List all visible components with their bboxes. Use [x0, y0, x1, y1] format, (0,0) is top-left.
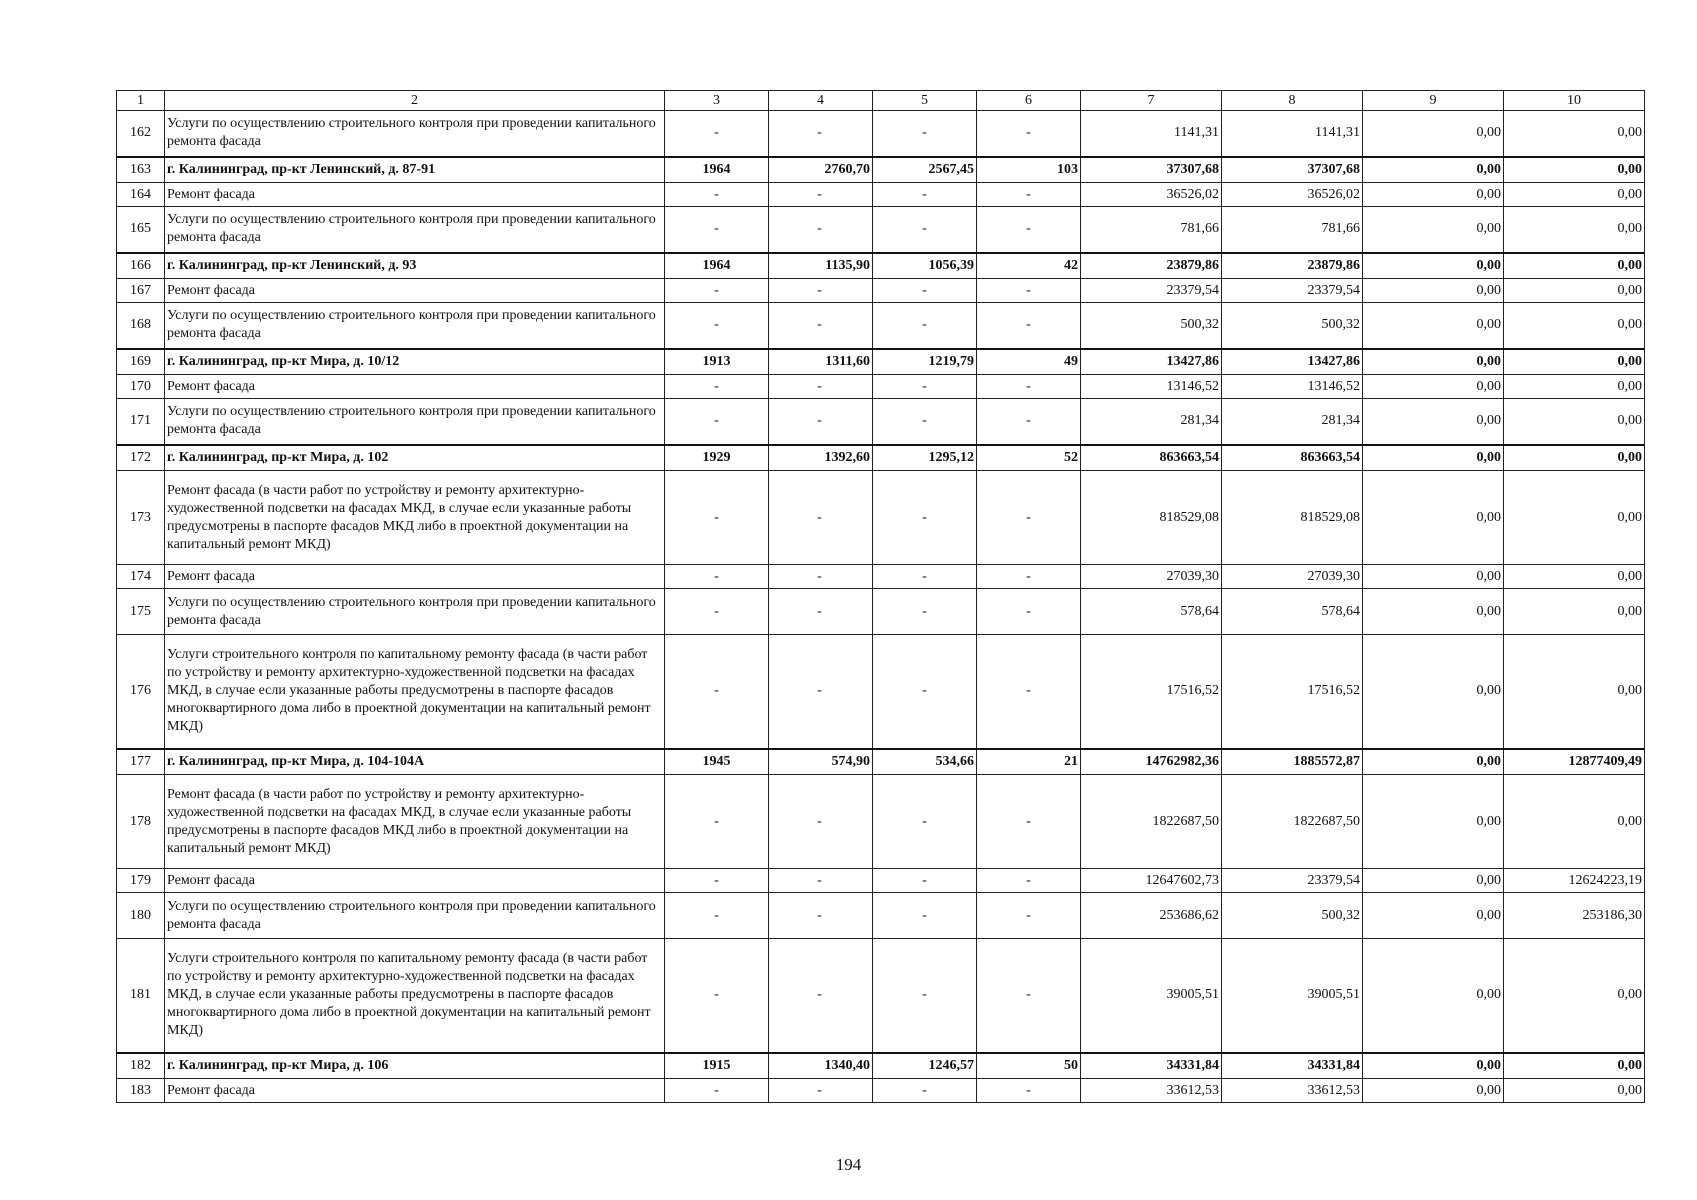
row-number: 183	[117, 1079, 165, 1103]
cell-cost-owners: 0,00	[1504, 399, 1645, 445]
cell-cost-fund: 36526,02	[1222, 183, 1363, 207]
cell-cost-budget: 0,00	[1363, 349, 1504, 375]
cell-total-cost: 39005,51	[1081, 939, 1222, 1053]
row-number: 172	[117, 445, 165, 471]
cell-cost-owners: 253186,30	[1504, 893, 1645, 939]
cell-year: -	[665, 303, 769, 349]
cell-year: -	[665, 869, 769, 893]
cell-year: 1929	[665, 445, 769, 471]
cell-cost-budget: 0,00	[1363, 869, 1504, 893]
cell-area-living: 534,66	[873, 749, 977, 775]
cell-cost-budget: 0,00	[1363, 775, 1504, 869]
cell-residents: -	[977, 589, 1081, 635]
cell-cost-fund: 1885572,87	[1222, 749, 1363, 775]
row-description: Услуги по осуществлению строительного контроля при проведении капитального ремонта фасада	[165, 399, 665, 445]
table-row	[117, 399, 1645, 445]
cell-cost-budget: 0,00	[1363, 1053, 1504, 1079]
cell-area-living: 1219,79	[873, 349, 977, 375]
cell-cost-fund: 1822687,50	[1222, 775, 1363, 869]
address-row	[117, 253, 1645, 279]
cell-total-cost: 34331,84	[1081, 1053, 1222, 1079]
cell-area-total: -	[769, 775, 873, 869]
cell-area-living: -	[873, 375, 977, 399]
row-description: Услуги по осуществлению строительного контроля при проведении капитального ремонта фасада	[165, 303, 665, 349]
cell-area-living: -	[873, 565, 977, 589]
cell-area-total: -	[769, 279, 873, 303]
column-header: 7	[1081, 91, 1222, 111]
row-description: г. Калининград, пр-кт Ленинский, д. 87-91	[165, 157, 665, 183]
cell-residents: -	[977, 111, 1081, 157]
cell-residents: -	[977, 869, 1081, 893]
address-row	[117, 157, 1645, 183]
cell-area-total: 574,90	[769, 749, 873, 775]
row-description: Ремонт фасада	[165, 375, 665, 399]
row-number: 177	[117, 749, 165, 775]
row-description: Услуги по осуществлению строительного контроля при проведении капитального ремонта фасада	[165, 207, 665, 253]
cell-cost-budget: 0,00	[1363, 1079, 1504, 1103]
column-header: 4	[769, 91, 873, 111]
cell-area-living: -	[873, 1079, 977, 1103]
cell-year: -	[665, 775, 769, 869]
cell-year: -	[665, 635, 769, 749]
cell-year: 1945	[665, 749, 769, 775]
row-number: 176	[117, 635, 165, 749]
cell-total-cost: 818529,08	[1081, 471, 1222, 565]
row-number: 180	[117, 893, 165, 939]
cell-year: -	[665, 111, 769, 157]
cell-cost-budget: 0,00	[1363, 399, 1504, 445]
cell-area-total: -	[769, 111, 873, 157]
table-row	[117, 1079, 1645, 1103]
cell-cost-owners: 0,00	[1504, 939, 1645, 1053]
cell-cost-fund: 27039,30	[1222, 565, 1363, 589]
cell-cost-owners: 12624223,19	[1504, 869, 1645, 893]
cell-cost-fund: 23379,54	[1222, 869, 1363, 893]
column-header: 3	[665, 91, 769, 111]
cell-year: 1964	[665, 157, 769, 183]
cell-cost-owners: 0,00	[1504, 157, 1645, 183]
cell-cost-owners: 0,00	[1504, 1053, 1645, 1079]
column-header: 6	[977, 91, 1081, 111]
table-row	[117, 565, 1645, 589]
cell-cost-fund: 1141,31	[1222, 111, 1363, 157]
cell-cost-owners: 0,00	[1504, 471, 1645, 565]
address-row	[117, 1053, 1645, 1079]
cell-total-cost: 12647602,73	[1081, 869, 1222, 893]
cell-cost-owners: 0,00	[1504, 111, 1645, 157]
cell-total-cost: 33612,53	[1081, 1079, 1222, 1103]
cell-area-total: 1311,60	[769, 349, 873, 375]
cell-area-living: -	[873, 635, 977, 749]
cell-area-total: -	[769, 893, 873, 939]
cell-cost-budget: 0,00	[1363, 375, 1504, 399]
cell-cost-owners: 0,00	[1504, 207, 1645, 253]
column-header: 10	[1504, 91, 1645, 111]
row-description: Ремонт фасада	[165, 279, 665, 303]
row-number: 169	[117, 349, 165, 375]
column-header: 5	[873, 91, 977, 111]
cell-cost-owners: 0,00	[1504, 565, 1645, 589]
cell-cost-owners: 0,00	[1504, 183, 1645, 207]
row-number: 174	[117, 565, 165, 589]
cell-cost-fund: 33612,53	[1222, 1079, 1363, 1103]
cell-year: -	[665, 207, 769, 253]
cell-residents: -	[977, 183, 1081, 207]
row-description: г. Калининград, пр-кт Мира, д. 10/12	[165, 349, 665, 375]
cell-area-living: 1246,57	[873, 1053, 977, 1079]
cell-cost-budget: 0,00	[1363, 279, 1504, 303]
cell-cost-fund: 17516,52	[1222, 635, 1363, 749]
cell-total-cost: 23379,54	[1081, 279, 1222, 303]
cell-area-total: -	[769, 183, 873, 207]
cell-total-cost: 13427,86	[1081, 349, 1222, 375]
row-number: 173	[117, 471, 165, 565]
table-row	[117, 635, 1645, 749]
row-description: г. Калининград, пр-кт Ленинский, д. 93	[165, 253, 665, 279]
cell-residents: 49	[977, 349, 1081, 375]
row-description: г. Калининград, пр-кт Мира, д. 106	[165, 1053, 665, 1079]
cell-year: -	[665, 183, 769, 207]
cell-cost-fund: 23379,54	[1222, 279, 1363, 303]
cell-cost-fund: 23879,86	[1222, 253, 1363, 279]
cell-total-cost: 14762982,36	[1081, 749, 1222, 775]
cell-area-living: -	[873, 471, 977, 565]
cell-cost-owners: 0,00	[1504, 589, 1645, 635]
row-number: 181	[117, 939, 165, 1053]
cell-total-cost: 863663,54	[1081, 445, 1222, 471]
cell-residents: -	[977, 279, 1081, 303]
cell-cost-fund: 13427,86	[1222, 349, 1363, 375]
cell-year: -	[665, 565, 769, 589]
cell-residents: -	[977, 471, 1081, 565]
cell-cost-owners: 0,00	[1504, 349, 1645, 375]
row-number: 178	[117, 775, 165, 869]
cell-total-cost: 17516,52	[1081, 635, 1222, 749]
cell-cost-budget: 0,00	[1363, 303, 1504, 349]
cell-area-total: -	[769, 565, 873, 589]
row-number: 179	[117, 869, 165, 893]
row-description: Ремонт фасада (в части работ по устройству и ремонту архитектурно-художественной подсветки на фасадах МКД, в случае если указанные работы предусмотрены в паспорте фасадов МКД либо в проектной документации на капитальный ремонт МКД)	[165, 471, 665, 565]
cell-area-living: -	[873, 399, 977, 445]
row-number: 168	[117, 303, 165, 349]
cell-cost-fund: 281,34	[1222, 399, 1363, 445]
column-number-row	[117, 91, 1645, 111]
row-description: Услуги строительного контроля по капитальному ремонту фасада (в части работ по устройству и ремонту архитектурно-художественной подсветки на фасадах МКД, в случае если указанные работы предусмотрены в паспорте фасадов многоквартирного дома либо в проектной документации на капитальный ремонт МКД)	[165, 939, 665, 1053]
cell-cost-owners: 0,00	[1504, 375, 1645, 399]
row-description: Ремонт фасада	[165, 565, 665, 589]
cell-year: 1964	[665, 253, 769, 279]
cell-year: 1913	[665, 349, 769, 375]
table-row	[117, 207, 1645, 253]
cell-cost-budget: 0,00	[1363, 939, 1504, 1053]
cell-total-cost: 23879,86	[1081, 253, 1222, 279]
cell-area-total: -	[769, 939, 873, 1053]
cell-area-living: 1295,12	[873, 445, 977, 471]
row-description: Ремонт фасада	[165, 1079, 665, 1103]
cell-cost-owners: 0,00	[1504, 1079, 1645, 1103]
cell-residents: -	[977, 635, 1081, 749]
cell-cost-fund: 34331,84	[1222, 1053, 1363, 1079]
cell-year: -	[665, 939, 769, 1053]
column-header: 9	[1363, 91, 1504, 111]
cell-cost-fund: 39005,51	[1222, 939, 1363, 1053]
cell-residents: -	[977, 399, 1081, 445]
cell-area-living: -	[873, 589, 977, 635]
column-header: 2	[165, 91, 665, 111]
row-number: 164	[117, 183, 165, 207]
cell-cost-owners: 0,00	[1504, 775, 1645, 869]
table-row	[117, 471, 1645, 565]
row-number: 165	[117, 207, 165, 253]
cell-area-living: -	[873, 207, 977, 253]
row-number: 162	[117, 111, 165, 157]
row-description: Услуги по осуществлению строительного контроля при проведении капитального ремонта фасада	[165, 893, 665, 939]
cell-area-living: -	[873, 939, 977, 1053]
row-description: Услуги по осуществлению строительного контроля при проведении капитального ремонта фасада	[165, 111, 665, 157]
cell-residents: -	[977, 375, 1081, 399]
cell-cost-fund: 37307,68	[1222, 157, 1363, 183]
cell-area-total: -	[769, 375, 873, 399]
cell-area-total: -	[769, 207, 873, 253]
row-number: 170	[117, 375, 165, 399]
address-row	[117, 445, 1645, 471]
cell-cost-budget: 0,00	[1363, 111, 1504, 157]
cell-cost-owners: 0,00	[1504, 635, 1645, 749]
cell-cost-budget: 0,00	[1363, 471, 1504, 565]
row-description: Ремонт фасада	[165, 869, 665, 893]
row-description: Услуги по осуществлению строительного контроля при проведении капитального ремонта фасада	[165, 589, 665, 635]
cell-cost-owners: 0,00	[1504, 253, 1645, 279]
cell-area-living: -	[873, 183, 977, 207]
table-row	[117, 279, 1645, 303]
cell-total-cost: 500,32	[1081, 303, 1222, 349]
cell-residents: -	[977, 1079, 1081, 1103]
cell-total-cost: 578,64	[1081, 589, 1222, 635]
cell-total-cost: 13146,52	[1081, 375, 1222, 399]
cell-area-living: -	[873, 869, 977, 893]
cell-area-living: -	[873, 111, 977, 157]
row-description: Услуги строительного контроля по капитальному ремонту фасада (в части работ по устройству и ремонту архитектурно-художественной подсветки на фасадах МКД, в случае если указанные работы предусмотрены в паспорте фасадов многоквартирного дома либо в проектной документации на капитальный ремонт МКД)	[165, 635, 665, 749]
cell-cost-budget: 0,00	[1363, 565, 1504, 589]
cell-cost-budget: 0,00	[1363, 589, 1504, 635]
cell-residents: -	[977, 207, 1081, 253]
cell-residents: 50	[977, 1053, 1081, 1079]
row-description: г. Калининград, пр-кт Мира, д. 104-104А	[165, 749, 665, 775]
table-row	[117, 589, 1645, 635]
cell-year: -	[665, 589, 769, 635]
cell-area-total: -	[769, 1079, 873, 1103]
table-row	[117, 303, 1645, 349]
cell-cost-budget: 0,00	[1363, 749, 1504, 775]
cell-area-total: -	[769, 869, 873, 893]
cell-residents: 21	[977, 749, 1081, 775]
cell-area-total: -	[769, 589, 873, 635]
cell-total-cost: 37307,68	[1081, 157, 1222, 183]
cell-residents: -	[977, 939, 1081, 1053]
cell-cost-fund: 500,32	[1222, 893, 1363, 939]
cell-total-cost: 781,66	[1081, 207, 1222, 253]
cell-area-total: 2760,70	[769, 157, 873, 183]
address-row	[117, 349, 1645, 375]
row-description: Ремонт фасада (в части работ по устройству и ремонту архитектурно-художественной подсветки на фасадах МКД, в случае если указанные работы предусмотрены в паспорте фасадов МКД либо в проектной документации на капитальный ремонт МКД)	[165, 775, 665, 869]
cell-year: -	[665, 1079, 769, 1103]
cell-area-total: 1340,40	[769, 1053, 873, 1079]
row-description: Ремонт фасада	[165, 183, 665, 207]
cell-total-cost: 253686,62	[1081, 893, 1222, 939]
cell-area-living: -	[873, 303, 977, 349]
cell-year: -	[665, 399, 769, 445]
cell-residents: 52	[977, 445, 1081, 471]
cell-total-cost: 1822687,50	[1081, 775, 1222, 869]
cell-residents: -	[977, 893, 1081, 939]
row-number: 175	[117, 589, 165, 635]
column-header: 1	[117, 91, 165, 111]
row-number: 166	[117, 253, 165, 279]
address-row	[117, 749, 1645, 775]
data-table	[116, 90, 1645, 1103]
cell-cost-fund: 863663,54	[1222, 445, 1363, 471]
cell-cost-owners: 0,00	[1504, 279, 1645, 303]
row-number: 167	[117, 279, 165, 303]
cell-area-total: 1135,90	[769, 253, 873, 279]
cell-year: -	[665, 893, 769, 939]
cell-cost-budget: 0,00	[1363, 893, 1504, 939]
cell-cost-fund: 13146,52	[1222, 375, 1363, 399]
cell-area-total: -	[769, 303, 873, 349]
table-row	[117, 939, 1645, 1053]
cell-cost-budget: 0,00	[1363, 635, 1504, 749]
row-description: г. Калининград, пр-кт Мира, д. 102	[165, 445, 665, 471]
table-row	[117, 375, 1645, 399]
cell-total-cost: 36526,02	[1081, 183, 1222, 207]
cell-area-living: -	[873, 893, 977, 939]
cell-residents: -	[977, 303, 1081, 349]
cell-area-living: -	[873, 279, 977, 303]
cell-residents: -	[977, 775, 1081, 869]
cell-residents: 42	[977, 253, 1081, 279]
table-row	[117, 775, 1645, 869]
table-row	[117, 183, 1645, 207]
cell-year: 1915	[665, 1053, 769, 1079]
cell-residents: 103	[977, 157, 1081, 183]
cell-year: -	[665, 471, 769, 565]
cell-area-living: 2567,45	[873, 157, 977, 183]
cell-area-total: -	[769, 399, 873, 445]
cell-area-total: -	[769, 471, 873, 565]
cell-area-total: 1392,60	[769, 445, 873, 471]
cell-cost-fund: 500,32	[1222, 303, 1363, 349]
row-number: 163	[117, 157, 165, 183]
table-row	[117, 893, 1645, 939]
cell-year: -	[665, 279, 769, 303]
row-number: 171	[117, 399, 165, 445]
cell-residents: -	[977, 565, 1081, 589]
cell-cost-fund: 781,66	[1222, 207, 1363, 253]
cell-area-total: -	[769, 635, 873, 749]
cell-cost-budget: 0,00	[1363, 445, 1504, 471]
cell-cost-owners: 12877409,49	[1504, 749, 1645, 775]
cell-total-cost: 1141,31	[1081, 111, 1222, 157]
cell-cost-budget: 0,00	[1363, 207, 1504, 253]
cell-cost-owners: 0,00	[1504, 303, 1645, 349]
row-number: 182	[117, 1053, 165, 1079]
cell-cost-budget: 0,00	[1363, 183, 1504, 207]
cell-area-living: -	[873, 775, 977, 869]
cell-cost-fund: 578,64	[1222, 589, 1363, 635]
cell-cost-fund: 818529,08	[1222, 471, 1363, 565]
cell-cost-owners: 0,00	[1504, 445, 1645, 471]
cell-year: -	[665, 375, 769, 399]
cell-cost-budget: 0,00	[1363, 253, 1504, 279]
column-header: 8	[1222, 91, 1363, 111]
table-row	[117, 111, 1645, 157]
cell-area-living: 1056,39	[873, 253, 977, 279]
cell-total-cost: 27039,30	[1081, 565, 1222, 589]
cell-cost-budget: 0,00	[1363, 157, 1504, 183]
cell-total-cost: 281,34	[1081, 399, 1222, 445]
table-row	[117, 869, 1645, 893]
page-number: 194	[835, 1155, 862, 1174]
